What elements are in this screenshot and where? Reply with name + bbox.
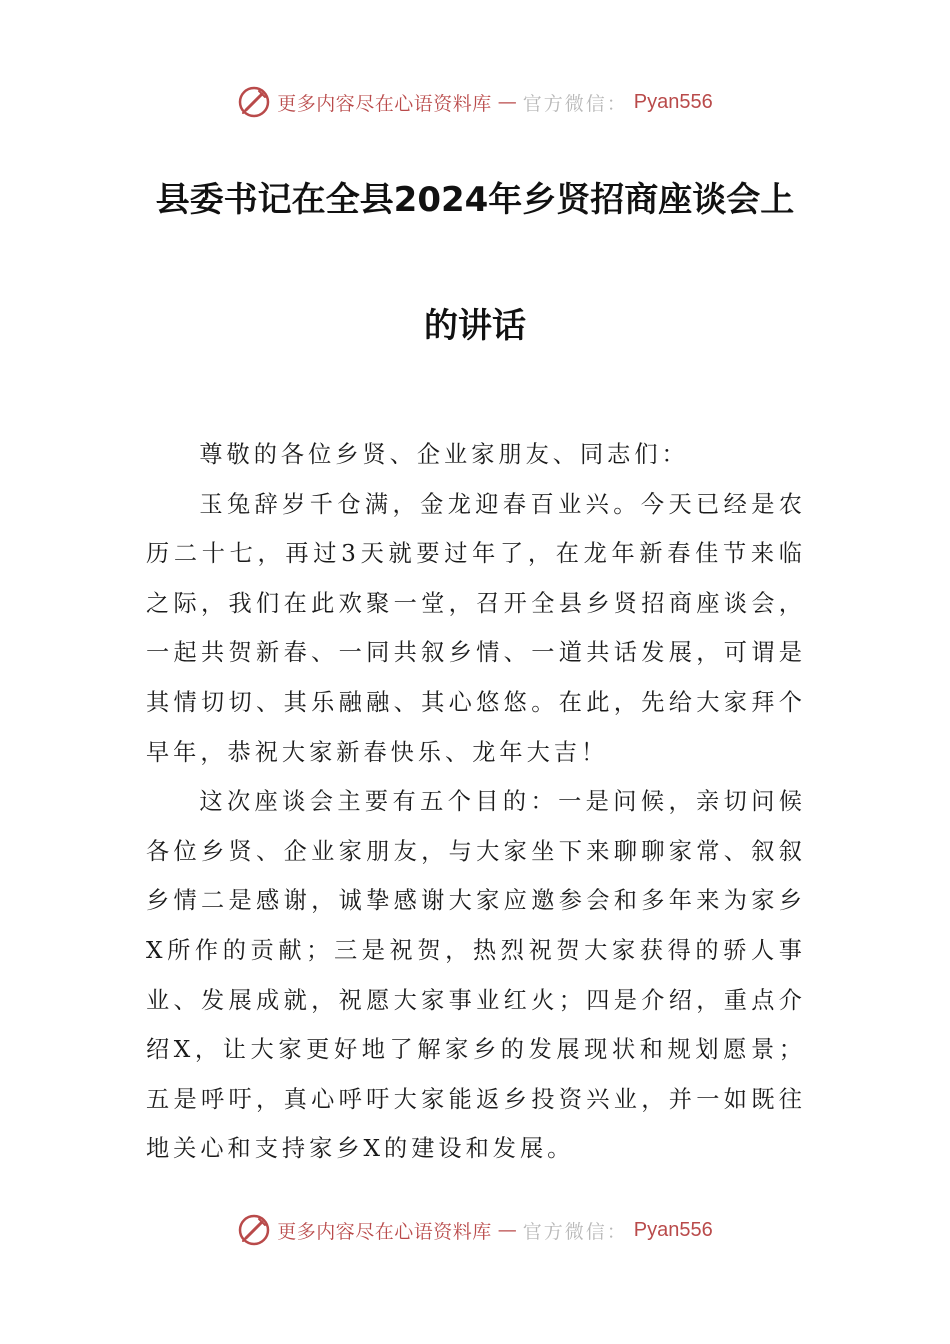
paragraph-purposes: 这次座谈会主要有五个目的：一是问候，亲切问候各位乡贤、企业家朋友，与大家坐下来聊聊家常、叙叙乡情二是感谢，诚挚感谢大家应邀参会和多年来为家乡X所作的贡献；三是祝贺，热烈祝贺大家获得的骄人事业、发展成就，祝愿大家事业红火；四是介绍，重点介绍X，让大家更好地了解家乡的发展现状和规划愿景；五是呼吁，真心呼吁大家能返乡投资兴业，并一如既往地关心和支持家乡X的建设和发展。: [146, 788, 806, 1163]
watermark-text: 更多内容尽在心语资料库: [277, 92, 492, 115]
watermark-footer: [0, 1210, 950, 1250]
pen-logo-icon: [237, 85, 271, 119]
watermark-wechat-id: Pyan556: [633, 1218, 713, 1241]
pen-logo-icon: [237, 1213, 271, 1247]
watermark-wechat-id: Pyan556: [633, 90, 713, 113]
paragraph-opening: 玉兔辞岁千仓满，金龙迎春百业兴。今天已经是农历二十七，再过3天就要过年了，在龙年新春佳节来临之际，我们在此欢聚一堂，召开全县乡贤招商座谈会，一起共贺新春、一同共叙乡情、一道共话发展，可谓是其情切切、其乐融融、其心悠悠。在此，先给大家拜个早年，恭祝大家新春快乐、龙年大吉！: [146, 490, 806, 766]
watermark-wechat-label: 官方微信：: [522, 92, 628, 115]
document-title-line-2: 的讲话: [424, 306, 526, 346]
salutation: 尊敬的各位乡贤、企业家朋友、同志们：: [199, 441, 689, 468]
watermark-header: [0, 82, 950, 122]
watermark-wechat-label: 官方微信：: [522, 1220, 628, 1243]
watermark-dash: —: [497, 91, 517, 113]
watermark-text: 更多内容尽在心语资料库: [277, 1220, 492, 1243]
speech-body: [146, 430, 806, 1174]
watermark-dash: —: [497, 1219, 517, 1241]
document-title-line-1: 县委书记在全县2024年乡贤招商座谈会上: [155, 180, 795, 220]
